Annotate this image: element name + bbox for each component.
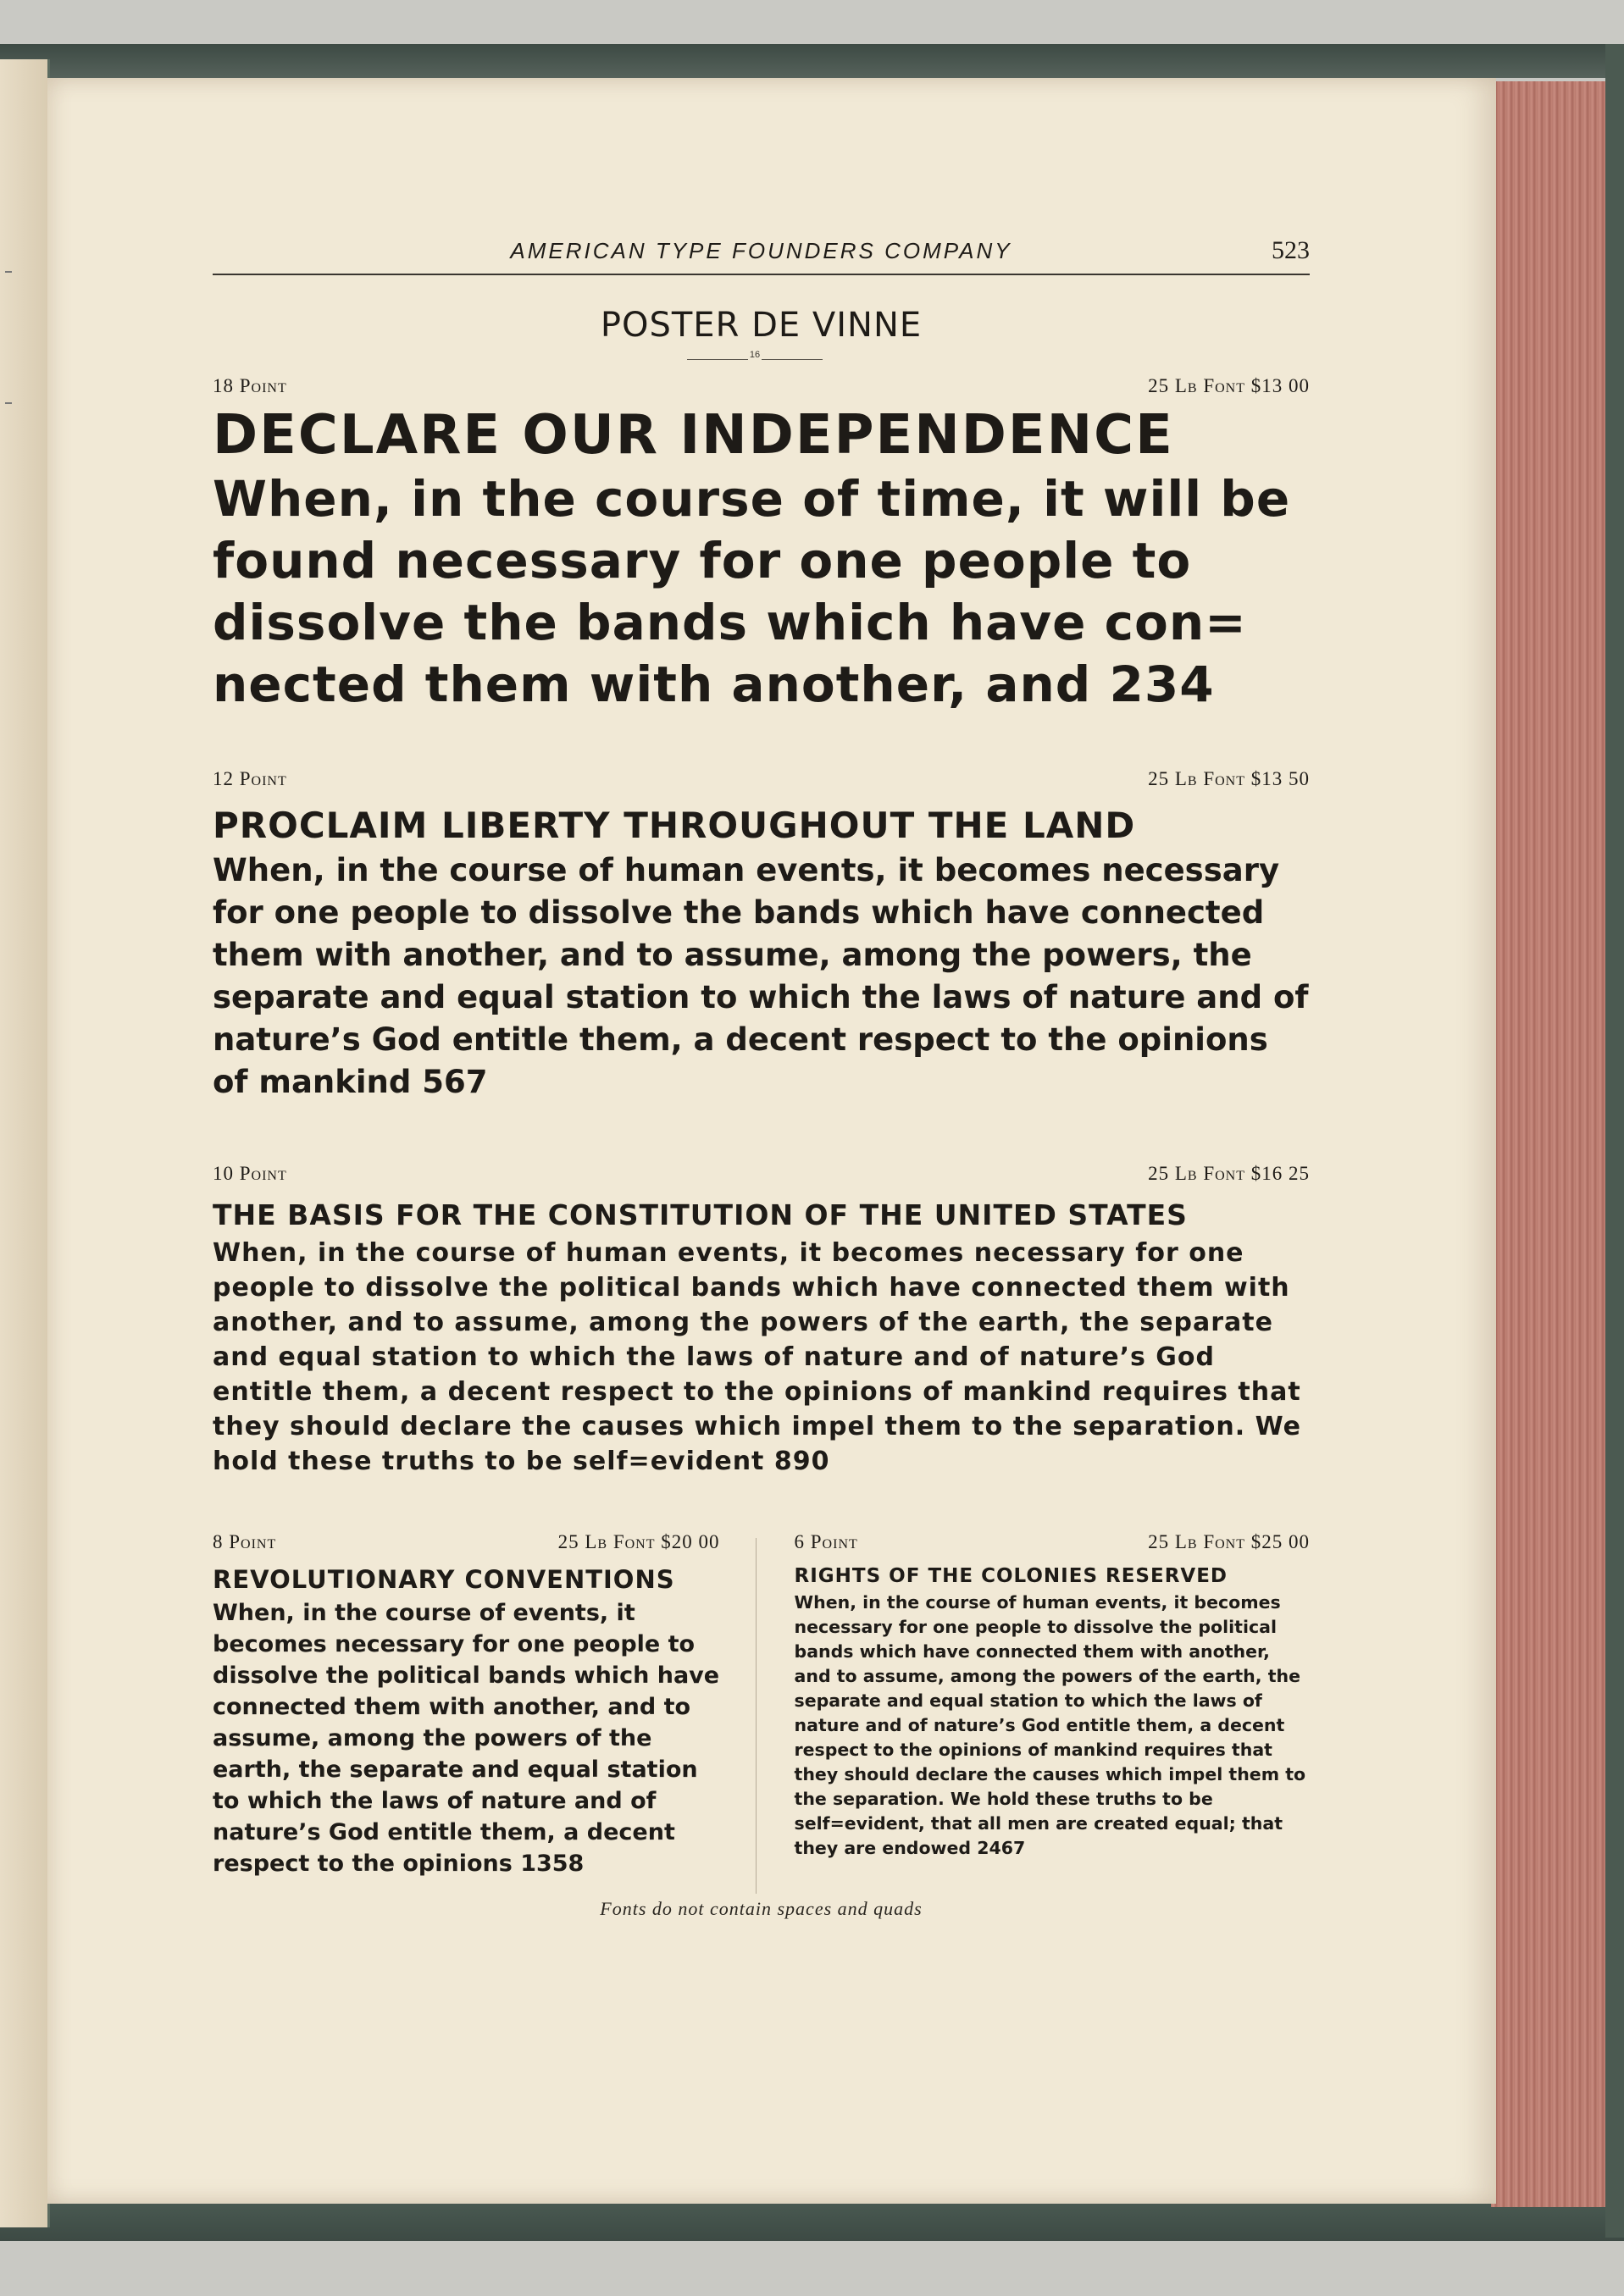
specimen-spec-line	[795, 1531, 1310, 1553]
font-price-label: 25 Lb Font $13 00	[1148, 375, 1310, 396]
ornament-number: 16	[749, 350, 761, 360]
specimen-body: When, in the course of human events, it becomes necessary for one people to dissolve the political bands which have connected them with another, and to assume, among the powers of the earth, the separate and equal station to which the laws of nature and of nature’s God entitle them, a decent respect to the opinions of mankind requires that they should declare the causes which impel them to the separation. We hold these truths to be self=evident 890	[213, 1238, 1301, 1476]
specimen-spec-line	[213, 1531, 720, 1553]
book-cover-top	[0, 44, 1624, 78]
font-price-label: 25 Lb Font $20 00	[557, 1531, 720, 1552]
specimen-heading: DECLARE OUR INDEPENDENCE	[213, 404, 1174, 467]
specimen-heading: PROCLAIM LIBERTY THROUGHOUT THE LAND	[213, 805, 1136, 846]
specimen-spec-line	[213, 375, 1310, 397]
specimen-heading: RIGHTS OF THE COLONIES RESERVED	[794, 1565, 1228, 1587]
facing-page-edge	[0, 59, 50, 2227]
column-divider	[756, 1538, 757, 1894]
font-price-label: 25 Lb Font $13 50	[1148, 768, 1310, 789]
page-block-edges	[1491, 81, 1610, 2207]
specimen-8-point	[213, 1531, 754, 1879]
specimen-body: When, in the course of human events, it becomes necessary for one people to dissolve the bands which have connected them with another, and to assume, among the powers, the separate and equal station to which the laws of nature and of nature’s God entitle them, a decent respect to the opinions of mankind 567	[213, 852, 1309, 1100]
footnote: Fonts do not contain spaces and quads	[600, 1898, 923, 1919]
specimen-spec-line	[213, 768, 1310, 790]
book-cover-right	[1605, 44, 1624, 2238]
page-number: 523	[1272, 236, 1310, 264]
page-edge-mark	[5, 402, 12, 404]
small-specimens-row	[213, 1531, 1310, 1879]
specimen-heading: REVOLUTIONARY CONVENTIONS	[213, 1565, 675, 1594]
specimen-12-point	[213, 768, 1310, 1104]
specimen-18-point	[213, 375, 1310, 716]
font-price-label: 25 Lb Font $25 00	[1148, 1531, 1310, 1552]
ornament-rule	[213, 350, 1310, 368]
point-size-label: 6 Point	[794, 1531, 858, 1552]
book-cover-bottom	[0, 2200, 1624, 2241]
running-head	[213, 235, 1310, 275]
specimen-heading: THE BASIS FOR THE CONSTITUTION OF THE UNITED STATES	[213, 1198, 1188, 1231]
specimen-spec-line	[213, 1163, 1310, 1185]
point-size-label: 18 Point	[213, 375, 287, 396]
specimen-body: When, in the course of events, it becomes necessary for one people to dissolve the political bands which have connected them with another, and to assume, among the powers of the earth, the separate and equal station to which the laws of nature and of nature’s God entitle them, a decent respect to the opinions 1358	[213, 1600, 720, 1877]
book-page	[47, 78, 1496, 2204]
specimen-6-point	[754, 1531, 1310, 1879]
specimen-10-point	[213, 1163, 1310, 1479]
typeface-title: POSTER DE VINNE	[600, 306, 923, 345]
font-price-label: 25 Lb Font $16 25	[1148, 1163, 1310, 1184]
page-edge-mark	[5, 271, 12, 273]
specimen-body: When, in the course of time, it will be found necessary for one people to dissolve the bands which have con= nected them with another, and 234	[213, 470, 1291, 713]
point-size-label: 12 Point	[213, 768, 287, 789]
point-size-label: 8 Point	[213, 1531, 277, 1552]
point-size-label: 10 Point	[213, 1163, 287, 1184]
specimen-body: When, in the course of human events, it becomes necessary for one people to dissolve the political bands which have connected them with another, and to assume, among the powers of the earth, the separate and equal station to which the laws of nature and of nature’s God entitle them, a decent respect to the opinions of mankind requires that they should declare the causes which impel them to the separation. We hold these truths to be self=evident, that all men are created equal; that they are endowed 2467	[794, 1592, 1306, 1858]
running-title: AMERICAN TYPE FOUNDERS COMPANY	[510, 238, 1012, 263]
page-content	[213, 235, 1310, 1920]
